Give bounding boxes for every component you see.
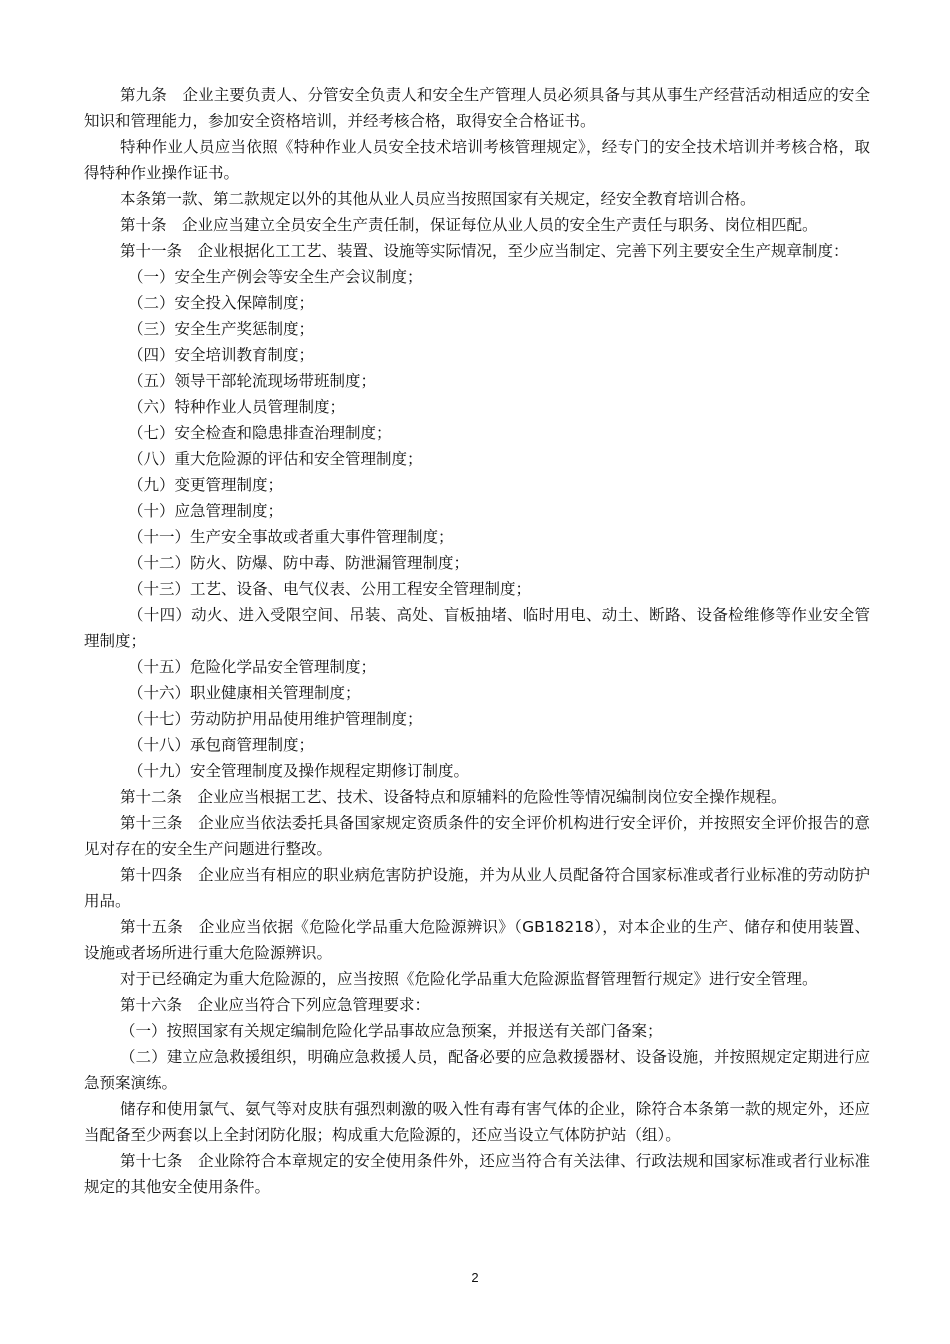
paragraph: 对于已经确定为重大危险源的，应当按照《危险化学品重大危险源监督管理暂行规定》进行安全管理。 — [120, 970, 818, 988]
paragraph: 第十五条 企业应当依据《危险化学品重大危险源辨识》（GB18218），对本企业的生产、储存和使用装置、设施或者场所进行重大危险源辨识。 — [84, 918, 870, 962]
page-number: 2 — [471, 1270, 479, 1285]
list-item: （二）安全投入保障制度； — [128, 294, 315, 312]
list-item: （七）安全检查和隐患排查治理制度； — [128, 424, 392, 442]
list-item: （十三）工艺、设备、电气仪表、公用工程安全管理制度； — [128, 580, 532, 598]
paragraph: 第十三条 企业应当依法委托具备国家规定资质条件的安全评价机构进行安全评价，并按照安全评价报告的意见对存在的安全生产问题进行整改。 — [84, 814, 870, 858]
paragraph: 第十六条 企业应当符合下列应急管理要求： — [120, 996, 431, 1014]
list-item: （五）领导干部轮流现场带班制度； — [128, 372, 377, 390]
list-item: （八）重大危险源的评估和安全管理制度； — [128, 450, 423, 468]
list-item: （十五）危险化学品安全管理制度； — [128, 658, 377, 676]
list-item: （十二）防火、防爆、防中毒、防泄漏管理制度； — [128, 554, 470, 572]
paragraph: 第十四条 企业应当有相应的职业病危害防护设施，并为从业人员配备符合国家标准或者行业标准的劳动防护用品。 — [84, 866, 870, 910]
list-item: （十）应急管理制度； — [128, 502, 284, 520]
paragraph: 特种作业人员应当依照《特种作业人员安全技术培训考核管理规定》，经专门的安全技术培训并考核合格，取得特种作业操作证书。 — [84, 138, 870, 182]
paragraph: 第十二条 企业应当根据工艺、技术、设备特点和原辅料的危险性等情况编制岗位安全操作规程。 — [120, 788, 787, 806]
paragraph: 第十一条 企业根据化工工艺、装置、设施等实际情况，至少应当制定、完善下列主要安全生产规章制度： — [120, 242, 849, 260]
list-item: （三）安全生产奖惩制度； — [128, 320, 315, 338]
list-item: （十一）生产安全事故或者重大事件管理制度； — [128, 528, 454, 546]
list-item: （六）特种作业人员管理制度； — [128, 398, 346, 416]
paragraph: （一）按照国家有关规定编制危险化学品事故应急预案，并报送有关部门备案； — [120, 1022, 663, 1040]
list-item: （九）变更管理制度； — [128, 476, 284, 494]
paragraph: 第十条 企业应当建立全员安全生产责任制，保证每位从业人员的安全生产责任与职务、岗位相匹配。 — [120, 216, 818, 234]
list-item: （四）安全培训教育制度； — [128, 346, 315, 364]
list-item: （十九）安全管理制度及操作规程定期修订制度。 — [128, 762, 470, 780]
list-item: （一）安全生产例会等安全生产会议制度； — [128, 268, 423, 286]
list-item: （十八）承包商管理制度； — [128, 736, 315, 754]
list-item: （十七）劳动防护用品使用维护管理制度； — [128, 710, 423, 728]
document-body — [84, 82, 870, 1200]
paragraph: （二）建立应急救援组织，明确应急救援人员，配备必要的应急救援器材、设备设施，并按照规定定期进行应急预案演练。 — [84, 1048, 870, 1092]
paragraph: 储存和使用氯气、氨气等对皮肤有强烈刺激的吸入性有毒有害气体的企业，除符合本条第一款的规定外，还应当配备至少两套以上全封闭防化服；构成重大危险源的，还应当设立气体防护站（组）。 — [84, 1100, 870, 1144]
paragraph: 第九条 企业主要负责人、分管安全负责人和安全生产管理人员必须具备与其从事生产经营活动相适应的安全知识和管理能力，参加安全资格培训，并经考核合格，取得安全合格证书。 — [84, 86, 870, 130]
list-item: （十六）职业健康相关管理制度； — [128, 684, 361, 702]
paragraph: 第十七条 企业除符合本章规定的安全使用条件外，还应当符合有关法律、行政法规和国家标准或者行业标准规定的其他安全使用条件。 — [84, 1152, 870, 1196]
list-item: （十四）动火、进入受限空间、吊装、高处、盲板抽堵、临时用电、动土、断路、设备检维修等作业安全管理制度； — [84, 606, 870, 650]
paragraph: 本条第一款、第二款规定以外的其他从业人员应当按照国家有关规定，经安全教育培训合格。 — [120, 190, 756, 208]
